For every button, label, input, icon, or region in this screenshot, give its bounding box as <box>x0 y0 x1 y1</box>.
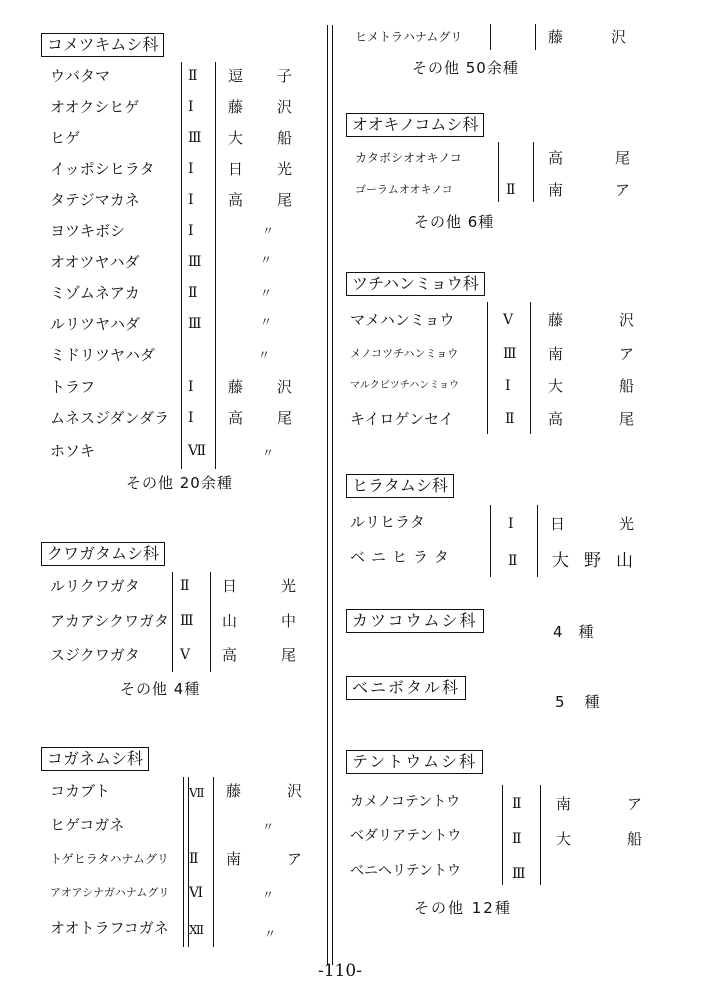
grade: Ⅰ <box>508 516 514 532</box>
species-name: ゴーラムオオキノコ <box>355 183 453 196</box>
family-heading: コガネムシ科 <box>41 747 149 771</box>
species-name: オオトラフコガネ <box>50 919 169 937</box>
other-species-note: その他 4種 <box>120 680 201 698</box>
species-name: ルリヒラタ <box>350 513 425 531</box>
grade: Ⅱ <box>189 851 199 867</box>
grade: Ⅲ <box>188 130 202 146</box>
grade: Ⅰ <box>188 99 194 115</box>
ditto-mark: 〃 <box>262 446 275 460</box>
ditto-mark: 〃 <box>262 888 275 902</box>
location-divider <box>537 505 538 577</box>
grade: Ⅲ <box>503 346 517 362</box>
grade: Ⅱ <box>505 411 515 427</box>
grade: Ⅵ <box>189 885 204 901</box>
other-species-note: その他 20余種 <box>126 474 233 492</box>
location: 山中 <box>222 612 341 630</box>
page-number: -110- <box>318 961 362 981</box>
species-name: メノコツチハンミョウ <box>350 347 459 360</box>
species-name: ヒゲ <box>50 129 81 147</box>
species-name: ルリクワガタ <box>50 577 140 595</box>
species-name: ベニヘリテントウ <box>350 863 462 879</box>
species-name: ヒメトラハナムグリ <box>355 30 463 44</box>
location: 大船 <box>548 377 691 395</box>
grade: Ⅻ <box>189 923 205 937</box>
location-divider <box>535 24 536 50</box>
family-heading: ツチハンミョウ科 <box>346 272 485 296</box>
location-divider <box>213 777 214 947</box>
family-heading: テントウムシ科 <box>346 750 483 774</box>
location-divider <box>530 302 531 434</box>
location: 大船 <box>228 129 327 147</box>
location-divider <box>210 572 211 672</box>
species-name: マメハンミョウ <box>350 311 455 329</box>
column-divider <box>327 25 333 965</box>
species-name: キイロゲンセイ <box>350 410 454 428</box>
location: 高尾 <box>548 410 691 428</box>
grade: Ⅰ <box>505 378 511 394</box>
species-name: イッポシヒラタ <box>50 160 155 178</box>
grade: Ⅱ <box>512 831 522 847</box>
species-name: ベダリアテントウ <box>350 828 462 844</box>
species-name: アカアシクワガタ <box>50 612 169 630</box>
grade: Ⅴ <box>180 647 191 663</box>
species-count: 5種 <box>555 693 620 711</box>
grade: Ⅱ <box>508 553 518 569</box>
grade: Ⅰ <box>188 161 194 177</box>
location: 日光 <box>222 577 341 595</box>
species-name: ヒゲコガネ <box>50 816 125 834</box>
location: 南ア <box>556 795 699 813</box>
grade: Ⅴ <box>503 312 514 328</box>
location-divider <box>533 142 534 202</box>
location: 高尾 <box>548 149 683 167</box>
species-name: マルクビツチハンミョウ <box>350 380 459 391</box>
species-name: スジクワガタ <box>50 646 140 664</box>
location: 藤沢 <box>228 98 327 116</box>
ditto-mark: 〃 <box>264 927 277 941</box>
grade: Ⅰ <box>188 410 194 426</box>
grade: Ⅶ <box>188 443 207 459</box>
species-name: カメノコテントウ <box>350 794 461 810</box>
species-count: 4種 <box>553 623 610 641</box>
other-species-note: その他 12種 <box>414 899 512 917</box>
location: 大船 <box>556 830 699 848</box>
grade-divider <box>181 62 182 469</box>
species-name: オオツヤハダ <box>50 253 140 271</box>
family-heading: コメツキムシ科 <box>41 33 164 57</box>
location: 藤沢 <box>548 28 675 46</box>
location: 日光 <box>228 160 327 178</box>
species-name: コカブト <box>50 782 111 800</box>
other-species-note: その他 6種 <box>414 213 495 231</box>
grade: Ⅲ <box>180 613 194 629</box>
location: 高尾 <box>228 191 327 209</box>
grade: Ⅱ <box>188 285 198 301</box>
species-name: ムネスジダンダラ <box>50 409 169 427</box>
grade: Ⅲ <box>188 316 202 332</box>
grade: Ⅱ <box>512 796 522 812</box>
location: 藤沢 <box>548 311 691 329</box>
species-name: ウバタマ <box>50 67 111 85</box>
ditto-mark: 〃 <box>262 224 275 238</box>
family-heading: カツコウムシ科 <box>346 609 484 633</box>
location-divider <box>540 785 541 885</box>
grade: Ⅲ <box>512 866 526 882</box>
location: 藤沢 <box>226 782 349 800</box>
location: 高尾 <box>228 409 327 427</box>
species-name: アオアシナガハナムグリ <box>50 886 170 899</box>
grade-divider <box>498 142 499 202</box>
species-name: トゲヒラタハナムグリ <box>50 852 169 866</box>
grade: Ⅲ <box>188 254 202 270</box>
location: 日光 <box>550 515 689 533</box>
ditto-mark: 〃 <box>260 253 273 267</box>
grade: Ⅶ <box>189 786 205 800</box>
species-name: ミゾムネアカ <box>50 284 140 302</box>
species-name: タテジマカネ <box>50 191 140 209</box>
location: 大野山 <box>552 551 648 571</box>
grade: Ⅱ <box>180 578 190 594</box>
family-heading: クワガタムシ科 <box>41 542 165 566</box>
grade: Ⅱ <box>506 182 516 198</box>
location: 南ア <box>226 850 349 868</box>
family-heading: ベニボタル科 <box>346 676 466 700</box>
location: 逗子 <box>228 67 327 85</box>
grade: Ⅱ <box>188 68 198 84</box>
species-name: ヨツキボシ <box>50 222 126 240</box>
family-heading: ヒラタムシ科 <box>346 474 454 498</box>
ditto-mark: 〃 <box>258 348 271 362</box>
location-divider <box>215 62 216 469</box>
ditto-mark: 〃 <box>262 820 275 834</box>
species-name: ミドリツヤハダ <box>50 346 156 364</box>
other-species-note: その他 50余種 <box>412 59 519 77</box>
species-name: ホソキ <box>50 442 96 460</box>
location: 南ア <box>548 181 683 199</box>
grade: Ⅰ <box>188 223 194 239</box>
grade: Ⅰ <box>188 379 194 395</box>
grade-divider <box>172 572 173 672</box>
grade-divider <box>490 505 491 577</box>
ditto-mark: 〃 <box>260 315 273 329</box>
grade-divider <box>502 785 503 885</box>
species-name: カタボシオオキノコ <box>355 151 462 165</box>
family-heading: オオキノコムシ科 <box>346 113 484 137</box>
grade: Ⅰ <box>188 192 194 208</box>
location: 藤沢 <box>228 378 327 396</box>
grade-divider <box>487 302 488 434</box>
location: 高尾 <box>222 646 341 664</box>
grade-divider <box>490 24 491 50</box>
location: 南ア <box>548 345 691 363</box>
species-name: トラフ <box>50 378 96 396</box>
species-name: オオクシヒゲ <box>50 98 140 116</box>
species-name: ベニヒラタ <box>350 548 455 566</box>
species-name: ルリツヤハダ <box>50 315 141 333</box>
ditto-mark: 〃 <box>260 286 273 300</box>
